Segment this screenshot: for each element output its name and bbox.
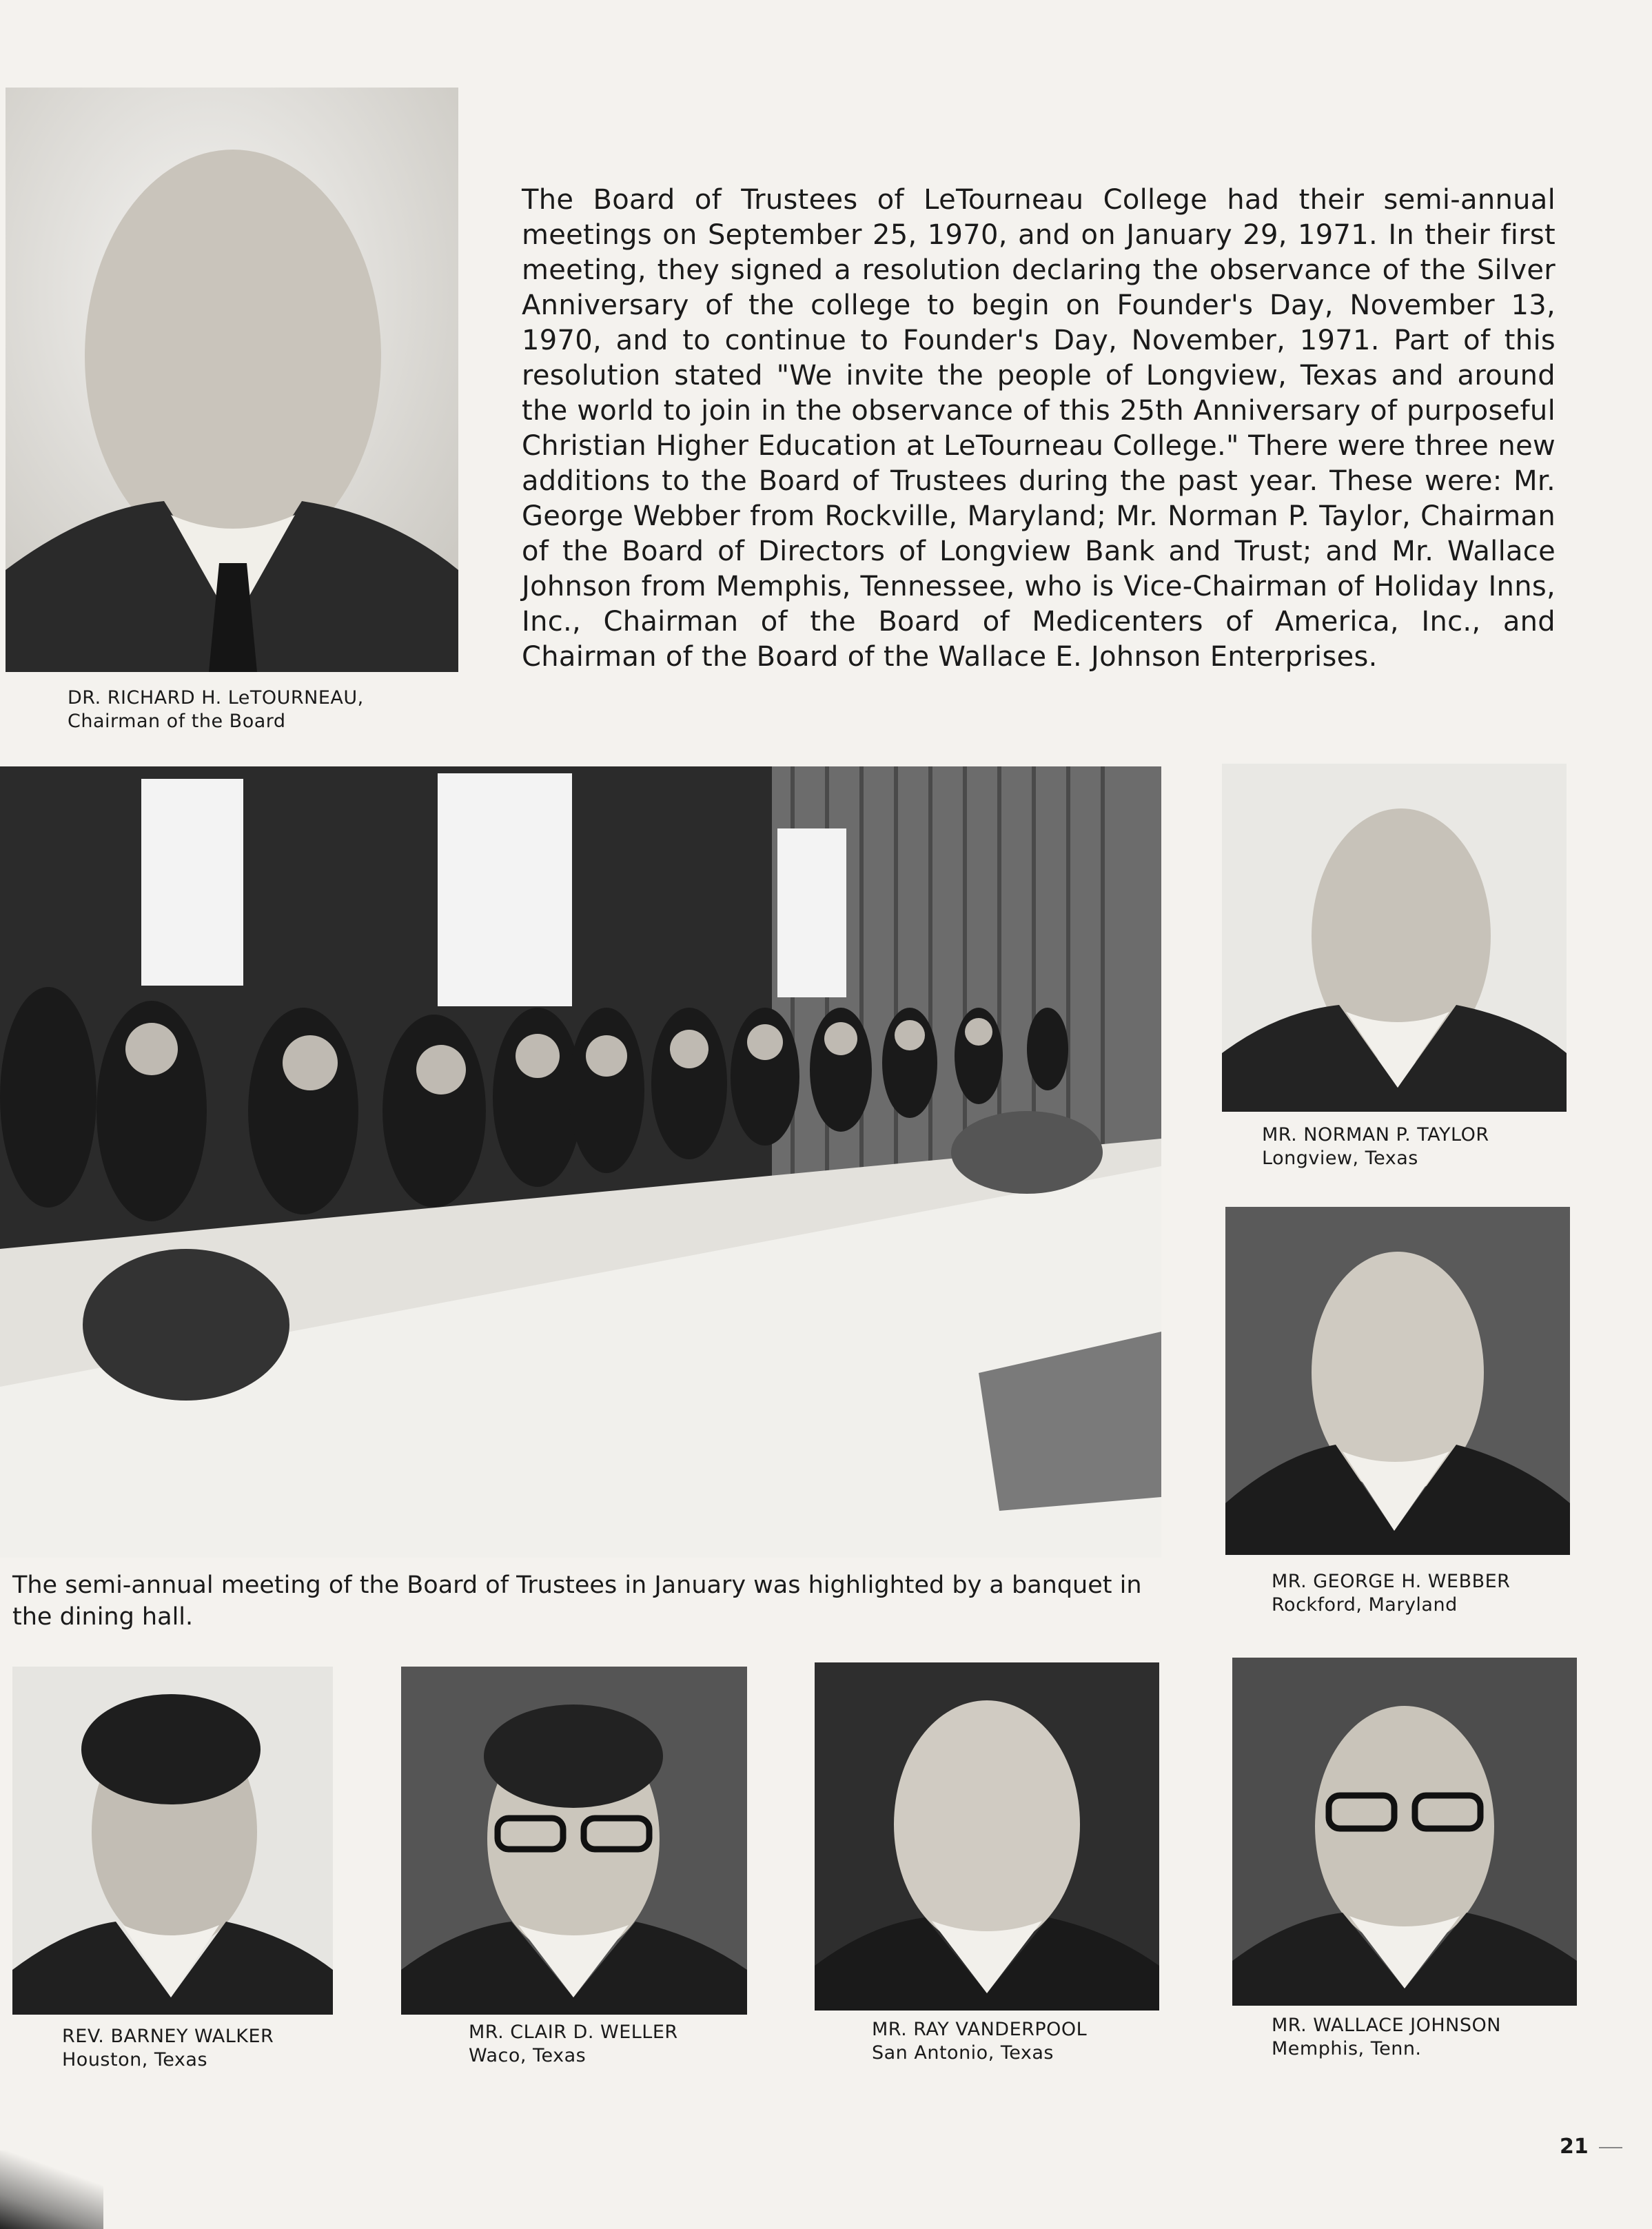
binding-shadow: [0, 2150, 103, 2229]
chairman-title: Chairman of the Board: [68, 711, 286, 732]
trustee-location: Longview, Texas: [1262, 1148, 1418, 1169]
portrait-walker: [12, 1667, 333, 2015]
portrait-vanderpool: [815, 1662, 1159, 2011]
chairman-portrait: [6, 88, 458, 672]
portrait-weller: [401, 1667, 747, 2015]
banquet-photo: [0, 766, 1161, 1558]
page-number-rule: [1599, 2147, 1622, 2148]
caption-vanderpool: [872, 2018, 1087, 2065]
portrait-johnson: [1232, 1658, 1577, 2006]
caption-taylor: [1262, 1123, 1489, 1170]
caption-weller: [469, 2021, 678, 2068]
trustee-location: San Antonio, Texas: [872, 2042, 1054, 2064]
trustee-name: MR. CLAIR D. WELLER: [469, 2022, 678, 2043]
trustee-name: MR. RAY VANDERPOOL: [872, 2019, 1088, 2040]
caption-johnson: [1272, 2014, 1501, 2061]
chairman-name: DR. RICHARD H. LeTOURNEAU,: [68, 687, 364, 709]
trustee-name: MR. WALLACE JOHNSON: [1272, 2015, 1501, 2036]
portrait-webber: [1225, 1207, 1570, 1555]
trustee-location: Memphis, Tenn.: [1272, 2038, 1422, 2059]
intro-paragraph: The Board of Trustees of LeTourneau College had their semi-annual meetings on September 25, 1970, and on January 29, 1971. In their first meeting, they signed a resolution declaring the observance of the Silver Anniversary of the college to begin on Founder's Day, November 13, 1970, and to continue to Founder's Day, November, 1971. Part of this resolution stated "We invite the people of Longview, Texas and around the world to join in the observance of this 25th Anniversary of purposeful Christian Higher Education at LeTourneau College." There were three new additions to the Board of Trustees during the past year. These were: Mr. George Webber from Rockville, Maryland; Mr. Norman P. Taylor, Chairman of the Board of Directors of Longview Bank and Trust; and Mr. Wallace Johnson from Memphis, Tennessee, who is Vice-Chairman of Holiday Inns, Inc., Chairman of the Board of Medicenters of America, Inc., and Chairman of the Board of the Wallace E. Johnson Enterprises.: [522, 184, 1556, 673]
banquet-caption: The semi-annual meeting of the Board of Trustees in January was highlighted by a banquet in the dining hall.: [12, 1571, 1142, 1631]
caption-webber: [1272, 1570, 1510, 1617]
caption-walker: [62, 2025, 274, 2072]
trustee-location: Rockford, Maryland: [1272, 1594, 1458, 1616]
trustee-name: MR. NORMAN P. TAYLOR: [1262, 1124, 1489, 1146]
trustee-location: Houston, Texas: [62, 2049, 208, 2070]
trustee-location: Waco, Texas: [469, 2045, 587, 2066]
chairman-caption: [68, 686, 364, 733]
page-number: 21: [1560, 2135, 1589, 2159]
trustee-name: MR. GEORGE H. WEBBER: [1272, 1571, 1511, 1592]
portrait-taylor: [1222, 764, 1567, 1112]
trustee-name: REV. BARNEY WALKER: [62, 2026, 274, 2047]
